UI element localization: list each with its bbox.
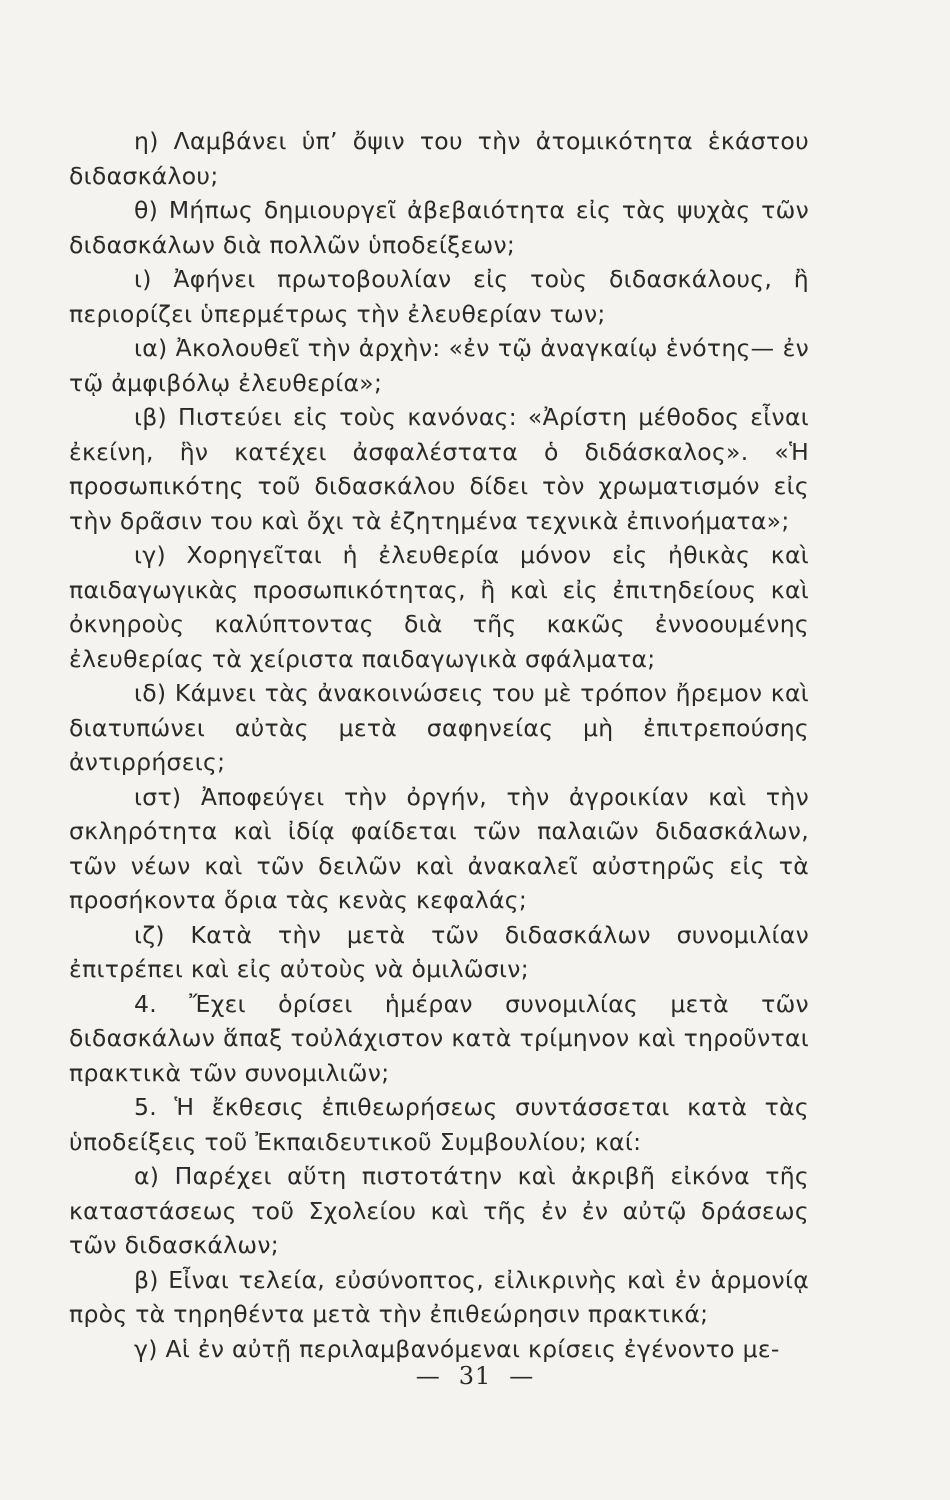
paragraph-id: ιδ) Κάμνει τὰς ἀνακοινώσεις του μὲ τρόπον ἤρεμον καὶ διατυπώνει αὐτὰς μετὰ σαφηνείας μὴ ἐπιτρεπούσης ἀντιρρήσεις; — [69, 679, 809, 776]
page-number: 31 — [458, 1362, 492, 1390]
body-text — [69, 124, 809, 1366]
paragraph-iz: ιζ) Κατὰ τὴν μετὰ τῶν διδασκάλων συνομιλίαν ἐπιτρέπει καὶ εἰς αὐτοὺς νὰ ὁμιλῶσιν; — [69, 920, 809, 983]
paragraph-4: 4. Ἔχει ὁρίσει ἡμέραν συνομιλίας μετὰ τῶν διδασκάλων ἅπαξ τοὐλάχιστον κατὰ τρίμηνον καὶ τηροῦνται πρακτικὰ τῶν συνομιλιῶν; — [69, 989, 809, 1087]
page-number-dash-left: — — [415, 1362, 441, 1390]
paragraph-eta: η) Λαμβάνει ὑπ’ ὄψιν του τὴν ἀτομικότητα ἑκάστου διδασκάλου; — [69, 127, 809, 190]
paragraph-5: 5. Ἡ ἔκθεσις ἐπιθεωρήσεως συντάσσεται κατὰ τὰς ὑποδείξεις τοῦ Ἐκπαιδευτικοῦ Συμβουλίου; καί: — [69, 1093, 809, 1156]
page-number-footer — [0, 1362, 950, 1390]
paragraph-ia: ια) Ἀκολουθεῖ τὴν ἀρχὴν: «ἐν τῷ ἀναγκαίῳ ἑνότης— ἐν τῷ ἀμφιβόλῳ ἐλευθερία»; — [69, 334, 809, 397]
paragraph-ib: ιβ) Πιστεύει εἰς τοὺς κανόνας: «Ἀρίστη μέθοδος εἶναι ἐκείνη, ἣν κατέχει ἀσφαλέστατα ὁ διδάσκαλος». «Ἡ προσωπικότης τοῦ διδασκάλου δίδει τὸν χρωματισμόν εἰς τὴν δρᾶσιν του καὶ ὄχι τὰ ἐζητημένα τεχνικὰ ἐπινοήματα»; — [69, 403, 809, 535]
paragraph-theta: θ) Μήπως δημιουργεῖ ἀβεβαιότητα εἰς τὰς ψυχὰς τῶν διδασκάλων διὰ πολλῶν ὑποδείξεων; — [69, 196, 809, 259]
paragraph-5g: γ) Αἱ ἐν αὐτῇ περιλαμβανόμεναι κρίσεις ἐγένοντο με- — [134, 1334, 780, 1363]
paragraph-5b: β) Εἶναι τελεία, εὐσύνοπτος, εἰλικρινὴς καὶ ἐν ἁρμονίᾳ πρὸς τὰ τηρηθέντα μετὰ τὴν ἐπιθεώρησιν πρακτικά; — [69, 1265, 809, 1328]
page-number-dash-right: — — [509, 1362, 535, 1390]
paragraph-ig: ιγ) Χορηγεῖται ἡ ἐλευθερία μόνον εἰς ἠθικὰς καὶ παιδαγωγικὰς προσωπικότητας, ἢ καὶ εἰς ἐπιτηδείους καὶ ὀκνηροὺς καλύπτοντας διὰ τῆς κακῶς ἐννοουμένης ἐλευθερίας τὰ χείριστα παιδαγωγικὰ σφάλματα; — [69, 541, 809, 673]
paragraph-5a: α) Παρέχει αὕτη πιστοτάτην καὶ ἀκριβῆ εἰκόνα τῆς καταστάσεως τοῦ Σχολείου καὶ τῆς ἐν ἐν αὐτῷ δράσεως τῶν διδασκάλων; — [69, 1162, 809, 1259]
paragraph-iota: ι) Ἀφήνει πρωτοβουλίαν εἰς τοὺς διδασκάλους, ἢ περιορίζει ὑπερμέτρως τὴν ἐλευθερίαν των; — [69, 265, 809, 328]
paragraph-ist: ιστ) Ἀποφεύγει τὴν ὀργήν, τὴν ἀγροικίαν καὶ τὴν σκληρότητα καὶ ἰδίᾳ φαίδεται τῶν παλαιῶν διδασκάλων, τῶν νέων καὶ τῶν δειλῶν καὶ ἀνακαλεῖ αὐστηρῶς εἰς τὰ προσήκοντα ὅρια τὰς κενὰς κεφαλάς; — [69, 782, 809, 914]
